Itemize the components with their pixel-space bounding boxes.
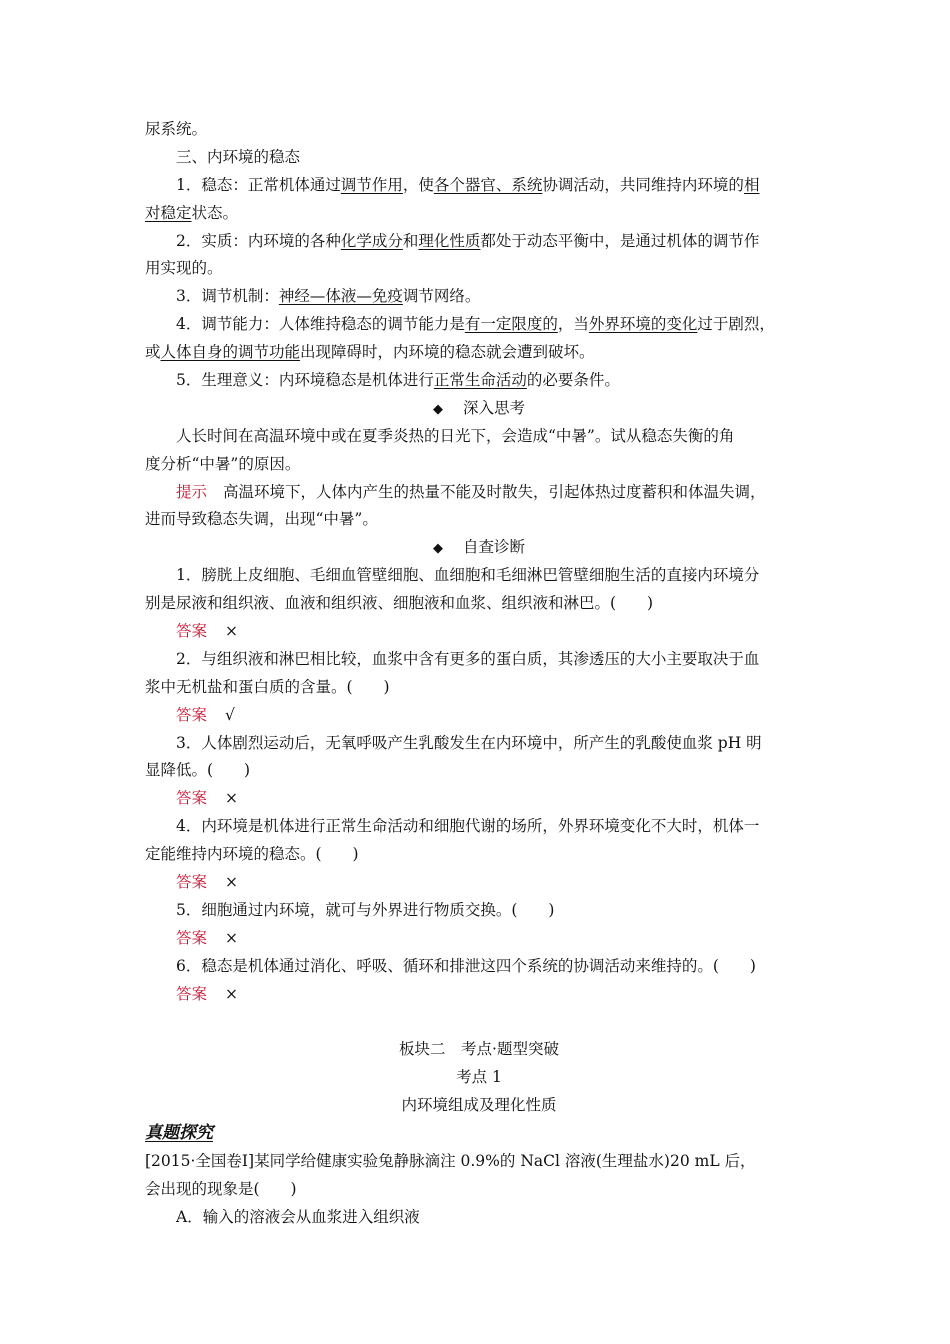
diag-answer-3 [145,785,813,813]
exam-option-a: A．输入的溶液会从血浆进入组织液 [176,1207,420,1226]
diag-q2-line-2: 浆中无机盐和蛋白质的含量。( ) [145,677,390,696]
spacer [145,1009,813,1037]
answer-label: 答案 [176,622,208,641]
diag-q2-line-1: 2．与组织液和淋巴相比较，血浆中含有更多的蛋白质，其渗透压的大小主要取决于血 [176,649,760,668]
answer-label: 答案 [176,928,208,947]
diag-q3-line-2: 显降低。( ) [145,761,251,780]
underlined-term: 对稳定 [145,203,192,222]
think-heading: ◆ 深入思考 [145,395,813,423]
diag-answer-6 [145,981,813,1009]
diag-q4-line-2: 定能维持内环境的稳态。( ) [145,845,359,864]
diag-q1-line-2: 别是尿液和组织液、血液和组织液、细胞液和血浆、组织液和淋巴。( ) [145,594,654,613]
think-question-line-1: 人长时间在高温环境中或在夏季炎热的日光下，会造成“中暑”。试从稳态失衡的角 [176,426,735,445]
hint-label: 提示 [176,482,208,501]
diag-q6: 6．稳态是机体通过消化、呼吸、循环和排泄这四个系统的协调活动来维持的。( ) [176,956,756,975]
answer-mark: × [225,984,239,1003]
think-question-line-2: 度分析“中暑”的原因。 [145,454,301,473]
underlined-term: 调节作用 [340,175,403,194]
item-4-line-1: 4．调节能力：人体维持稳态的调节能力是有一定限度的，当外界环境的变化过于剧烈， [176,315,775,334]
diag-answer-4 [145,869,813,897]
document-page [145,116,813,1232]
paragraph-continuation: 尿系统。 [145,120,208,138]
answer-mark: × [225,928,239,947]
explore-heading: 真题探究 [145,1123,213,1144]
underlined-term: 有一定限度的 [464,315,558,334]
answer-label: 答案 [176,789,208,808]
diag-answer-2 [145,702,813,730]
think-hint-line-2: 进而导致稳态失调，出现“中暑”。 [145,510,378,529]
diag-q1-line-1: 1．膀胱上皮细胞、毛细血管壁细胞、血细胞和毛细淋巴管壁细胞生活的直接内环境分 [176,566,760,585]
item-5: 5．生理意义：内环境稳态是机体进行正常生命活动的必要条件。 [176,371,620,390]
underlined-term: 人体自身的调节功能 [160,343,301,362]
underlined-term: 神经—体液—免疫 [278,287,403,306]
underlined-term: 外界环境的变化 [588,315,698,334]
answer-mark: × [225,789,239,808]
think-hint-line-1: 提示 高温环境下，人体内产生的热量不能及时散失，引起体热过度蓄积和体温失调， [176,482,766,501]
point-title: 考点 1 [456,1068,502,1087]
item-4-line-2: 或人体自身的调节功能出现障碍时，内环境的稳态就会遭到破坏。 [145,343,595,362]
diag-q5: 5．细胞通过内环境，就可与外界进行物质交换。( ) [176,900,555,919]
diamond-icon: ◆ [432,401,443,417]
item-2-line-1: 2．实质：内环境的各种化学成分和理化性质都处于动态平衡中，是通过机体的调节作 [176,231,760,250]
diamond-icon: ◆ [432,541,443,557]
item-1-line-2: 对稳定状态。 [145,203,239,222]
underlined-term: 各个器官、系统 [433,175,543,194]
diag-answer-1 [145,618,813,646]
answer-mark: √ [225,705,235,724]
underlined-term: 化学成分 [340,231,403,250]
answer-mark: × [225,622,239,641]
answer-mark: × [225,873,239,892]
block-title: 板块二 考点·题型突破 [399,1040,559,1059]
section-heading: 三、内环境的稳态 [176,147,301,166]
item-2-line-2: 用实现的。 [145,259,223,278]
underlined-term: 正常生命活动 [433,371,527,390]
diag-answer-5 [145,925,813,953]
exam-stem-line-1: [2015·全国卷Ⅰ]某同学给健康实验兔静脉滴注 0.9%的 NaCl 溶液(生理盐水)20 mL 后， [145,1151,756,1170]
item-3: 3．调节机制：神经—体液—免疫调节网络。 [176,287,481,306]
underlined-term: 理化性质 [418,231,481,250]
answer-label: 答案 [176,705,208,724]
answer-label: 答案 [176,873,208,892]
diag-q3-line-1: 3．人体剧烈运动后，无氧呼吸产生乳酸发生在内环境中，所产生的乳酸使血浆 pH 明 [176,733,762,752]
underlined-term: 相 [743,175,760,194]
diag-q4-line-1: 4．内环境是机体进行正常生命活动和细胞代谢的场所，外界环境变化不大时，机体一 [176,817,760,836]
answer-label: 答案 [176,984,208,1003]
diag-heading: ◆ 自查诊断 [145,534,813,562]
exam-stem-line-2: 会出现的现象是( ) [145,1179,297,1198]
topic-title: 内环境组成及理化性质 [401,1096,557,1115]
item-1-line-1: 1．稳态：正常机体通过调节作用，使各个器官、系统协调活动，共同维持内环境的相 [176,175,760,194]
